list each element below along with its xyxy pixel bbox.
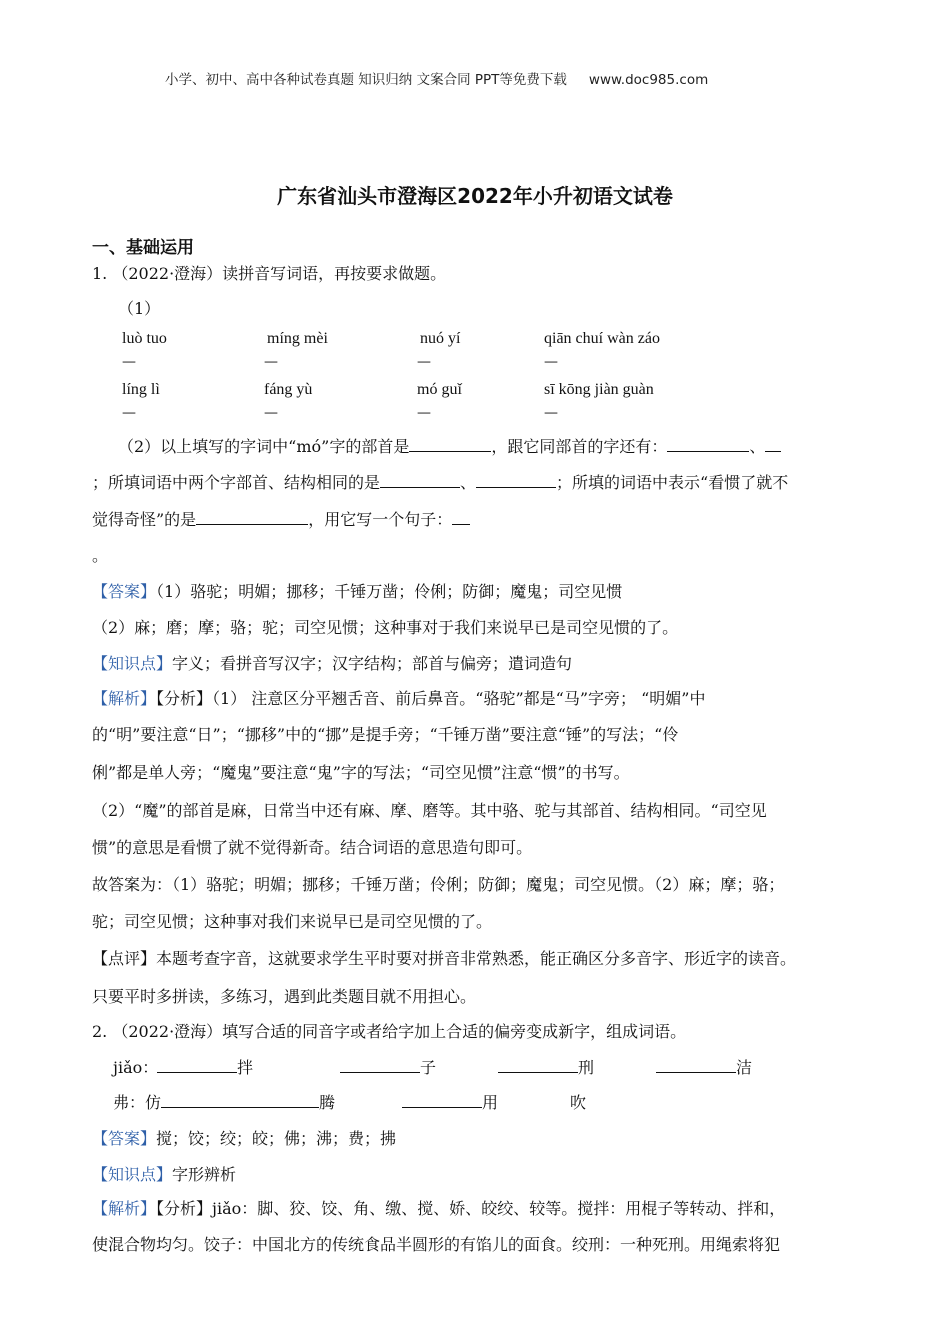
section-heading: 一、基础运用 <box>92 238 194 258</box>
q1-analysis-line6: 故答案为：（1）骆驼；明媚；挪移；千锤万凿；伶俐；防御；魔鬼；司空见惯。（2）麻；摩；骆； <box>92 875 785 894</box>
answer-blank[interactable]: — <box>122 405 136 421</box>
q1-analysis-line4: （2）“魔”的部首是麻，日常当中还有麻、摩、磨等。其中骆、驼与其部首、结构相同。“司空见 <box>92 801 767 820</box>
pinyin-2: míng mèi <box>267 330 328 347</box>
answer-blank[interactable] <box>340 1056 420 1073</box>
pinyin-6: fáng yù <box>264 381 313 398</box>
q2-analysis-line1: 【解析】【分析】jiǎo：脚、狡、饺、角、缴、搅、娇、皎绞、较等。搅拌：用棍子等转动、拌和， <box>92 1199 786 1218</box>
answer-blank[interactable] <box>161 1091 319 1108</box>
answer-blank[interactable]: — <box>544 354 558 370</box>
page-header <box>165 68 708 88</box>
q1-analysis-line5: 惯”的意思是看惯了就不觉得新奇。结合词语的意思造句即可。 <box>92 838 533 857</box>
q1-analysis-line3: 俐”都是单人旁；“魔鬼”要注意“鬼”字的写法；“司空见惯”注意“惯”的书写。 <box>92 763 630 782</box>
q1-stem: 1. （2022·澄海）读拼音写词语，再按要求做题。 <box>92 264 447 283</box>
pinyin-4: qiān chuí wàn záo <box>544 330 660 347</box>
q2-row1-item: 刑 <box>498 1055 594 1078</box>
answer-tag: 【答案】 <box>92 582 157 601</box>
q2-row1-label: jiǎo： <box>113 1058 159 1077</box>
pinyin-1: luò tuo <box>122 330 167 347</box>
pinyin-3: nuó yí <box>420 330 461 347</box>
answer-blank[interactable] <box>402 1091 482 1108</box>
q2-row1-item: 拌 <box>157 1055 253 1078</box>
answer-blank[interactable] <box>380 471 460 488</box>
q1-analysis-line1: 【解析】【分析】（1） 注意区分平翘舌音、前后鼻音。“骆驼”都是“马”字旁； “明媚”中 <box>92 689 706 708</box>
q1-knowledge: 【知识点】字义；看拼音写汉字；汉字结构；部首与偏旁；遣词造句 <box>92 654 573 673</box>
answer-blank[interactable] <box>498 1056 578 1073</box>
answer-blank[interactable]: — <box>544 405 558 421</box>
answer-blank[interactable] <box>765 435 781 452</box>
answer-blank[interactable]: — <box>122 354 136 370</box>
q1-part1-label: （1） <box>118 299 161 318</box>
q2-row2-item: 用 <box>402 1090 498 1113</box>
answer-tag: 【答案】 <box>92 1129 157 1148</box>
page-title: 广东省汕头市澄海区2022年小升初语文试卷 <box>277 184 673 208</box>
q2-row1-item: 洁 <box>656 1055 752 1078</box>
pinyin-8: sī kōng jiàn guàn <box>544 381 654 398</box>
q2-knowledge: 【知识点】字形辨析 <box>92 1165 237 1184</box>
analysis-tag: 【解析】 <box>92 1199 157 1218</box>
pinyin-7: mó guǐ <box>417 381 462 398</box>
answer-blank[interactable]: — <box>417 405 431 421</box>
pinyin-5: líng lì <box>122 381 160 398</box>
q1-answer-line2: （2）麻；磨；摩；骆；驼；司空见惯；这种事对于我们来说早已是司空见惯的了。 <box>92 618 679 637</box>
answer-blank[interactable] <box>656 1056 736 1073</box>
q2-analysis-line2: 使混合物均匀。饺子：中国北方的传统食品半圆形的有馅儿的面食。绞刑：一种死刑。用绳索将犯 <box>92 1235 781 1254</box>
answer-blank[interactable] <box>196 508 308 525</box>
q2-row2-item: 吹 <box>570 1093 587 1112</box>
answer-blank[interactable] <box>667 435 749 452</box>
q1-part2-line3: 觉得奇怪”的是 ，用它写一个句子： <box>92 507 470 530</box>
q1-part2-line4: 。 <box>92 546 109 565</box>
answer-blank[interactable] <box>157 1056 237 1073</box>
header-url[interactable]: www.doc985.com <box>588 72 709 88</box>
q1-part2-line1: （2）以上填写的字词中“mó”字的部首是 ，跟它同部首的字还有： 、 <box>118 434 781 457</box>
answer-blank[interactable]: — <box>264 354 278 370</box>
q1-answer: 【答案】（1）骆驼；明媚；挪移；千锤万凿；伶俐；防御；魔鬼；司空见惯 <box>92 582 623 601</box>
header-text: 小学、初中、高中各种试卷真题 知识归纳 文案合同 PPT等免费下载 <box>165 72 567 88</box>
analysis-tag: 【解析】 <box>92 689 157 708</box>
q2-row2-label: 弗：仿 腾 <box>113 1093 336 1112</box>
q2-row1-item: 子 <box>340 1055 436 1078</box>
answer-blank[interactable]: — <box>417 354 431 370</box>
q1-analysis-line2: 的“明”要注意“日”；“挪移”中的“挪”是提手旁；“千锤万凿”要注意“锤”的写法；“伶 <box>92 725 679 744</box>
q2-answer: 【答案】搅；饺；绞；皎；佛；沸；费；拂 <box>92 1129 397 1148</box>
knowledge-tag: 【知识点】 <box>92 1165 173 1184</box>
answer-blank[interactable]: — <box>264 405 278 421</box>
q1-comment-line1: 【点评】本题考查字音，这就要求学生平时要对拼音非常熟悉，能正确区分多音字、形近字的读音。 <box>92 949 797 968</box>
answer-blank[interactable] <box>476 471 556 488</box>
q1-analysis-line7: 驼；司空见惯；这种事对我们来说早已是司空见惯的了。 <box>92 912 493 931</box>
q1-comment-line2: 只要平时多拼读，多练习，遇到此类题目就不用担心。 <box>92 987 477 1006</box>
q2-stem: 2. （2022·澄海）填写合适的同音字或者给字加上合适的偏旁变成新字，组成词语。 <box>92 1022 687 1041</box>
answer-blank[interactable] <box>452 508 470 525</box>
answer-blank[interactable] <box>409 435 491 452</box>
knowledge-tag: 【知识点】 <box>92 654 173 673</box>
q1-part2-line2: ；所填词语中两个字部首、结构相同的是 、 ；所填的词语中表示“看惯了就不 <box>92 473 789 492</box>
